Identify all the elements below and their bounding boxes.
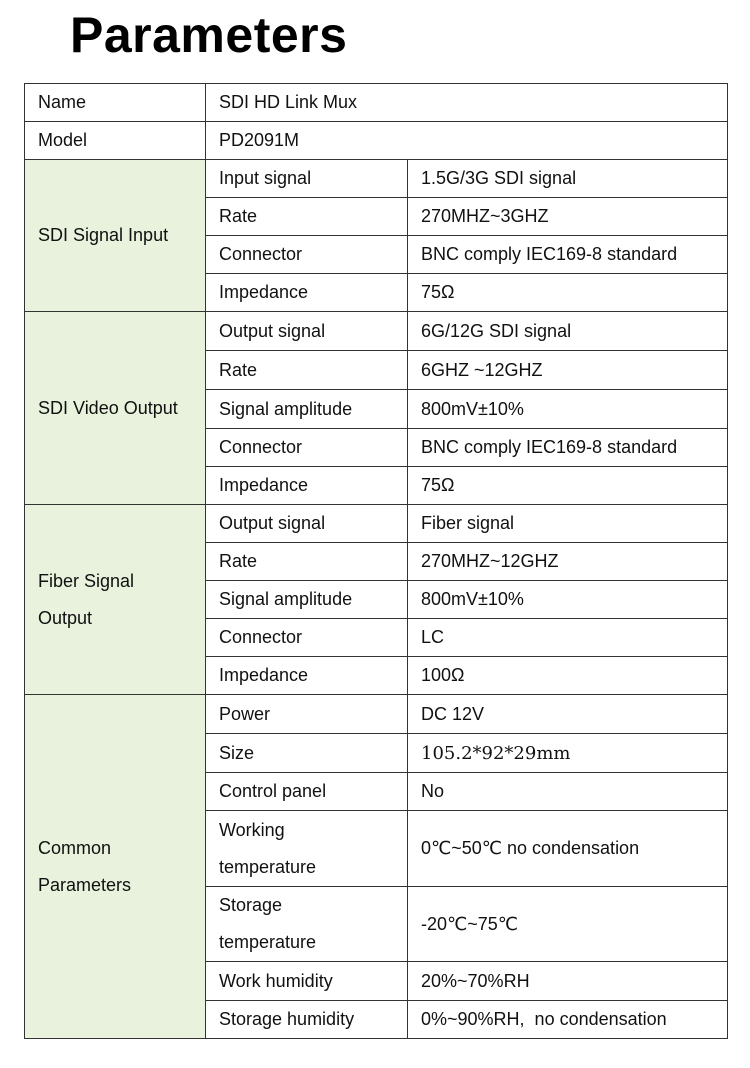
param-cell: Signal amplitude: [206, 390, 408, 429]
page-title: Parameters: [70, 7, 348, 63]
value-cell: 270MHZ~3GHZ: [408, 198, 728, 236]
category-line: Common: [38, 837, 112, 858]
param-cell: Impedance: [206, 274, 408, 312]
value-cell: 800mV±10%: [408, 390, 728, 429]
param-cell: Power: [206, 695, 408, 734]
row-label-name: Name: [25, 84, 206, 122]
param-cell: Impedance: [206, 657, 408, 695]
param-cell: Output signal: [206, 312, 408, 351]
value-cell: BNC comply IEC169-8 standard: [408, 236, 728, 274]
category-line: Output: [38, 607, 93, 628]
param-cell: [206, 811, 408, 887]
value-cell: 105.2*92*29mm: [408, 734, 728, 773]
value-cell: 20%~70%RH: [408, 962, 728, 1001]
category-sdi-signal-input: SDI Signal Input: [25, 160, 206, 312]
param-line: temperature: [219, 856, 317, 877]
param-cell: [206, 887, 408, 962]
param-line: Working: [219, 819, 285, 840]
value-cell: 0℃~50℃ no condensation: [408, 811, 728, 887]
param-cell: Storage humidity: [206, 1001, 408, 1039]
value-cell: 6G/12G SDI signal: [408, 312, 728, 351]
value-cell: LC: [408, 619, 728, 657]
param-cell: Output signal: [206, 505, 408, 543]
value-cell: 270MHZ~12GHZ: [408, 543, 728, 581]
category-common-parameters: [25, 695, 206, 1039]
category-sdi-video-output: SDI Video Output: [25, 312, 206, 505]
param-cell: Rate: [206, 543, 408, 581]
param-cell: Connector: [206, 236, 408, 274]
table-row: [25, 160, 728, 198]
param-cell: Control panel: [206, 773, 408, 811]
value-cell: Fiber signal: [408, 505, 728, 543]
row-label-model: Model: [25, 122, 206, 160]
table-row: [25, 695, 728, 734]
category-line: Parameters: [38, 874, 132, 895]
value-cell: 75Ω: [408, 274, 728, 312]
param-line: temperature: [219, 932, 317, 952]
value-cell: No: [408, 773, 728, 811]
value-cell: 800mV±10%: [408, 581, 728, 619]
value-cell: -20℃~75℃: [408, 887, 728, 962]
table-row: [25, 122, 728, 160]
value-cell: 75Ω: [408, 467, 728, 505]
param-cell: Input signal: [206, 160, 408, 198]
category-line: Fiber Signal: [38, 570, 135, 591]
table-row: [25, 84, 728, 122]
param-line: Storage: [219, 895, 283, 915]
table-row: [25, 312, 728, 351]
category-fiber-signal-output: [25, 505, 206, 695]
param-cell: Signal amplitude: [206, 581, 408, 619]
param-cell: Work humidity: [206, 962, 408, 1001]
table-row: [25, 505, 728, 543]
param-cell: Size: [206, 734, 408, 773]
row-value-model: PD2091M: [206, 122, 728, 160]
param-cell: Connector: [206, 619, 408, 657]
value-cell: 100Ω: [408, 657, 728, 695]
param-cell: Impedance: [206, 467, 408, 505]
parameters-table: [24, 83, 728, 1039]
value-cell: 6GHZ ~12GHZ: [408, 351, 728, 390]
row-value-name: SDI HD Link Mux: [206, 84, 728, 122]
param-cell: Rate: [206, 351, 408, 390]
value-cell: DC 12V: [408, 695, 728, 734]
value-cell: 1.5G/3G SDI signal: [408, 160, 728, 198]
value-cell: 0%~90%RH, no condensation: [408, 1001, 728, 1039]
param-cell: Connector: [206, 429, 408, 467]
value-cell: BNC comply IEC169-8 standard: [408, 429, 728, 467]
param-cell: Rate: [206, 198, 408, 236]
